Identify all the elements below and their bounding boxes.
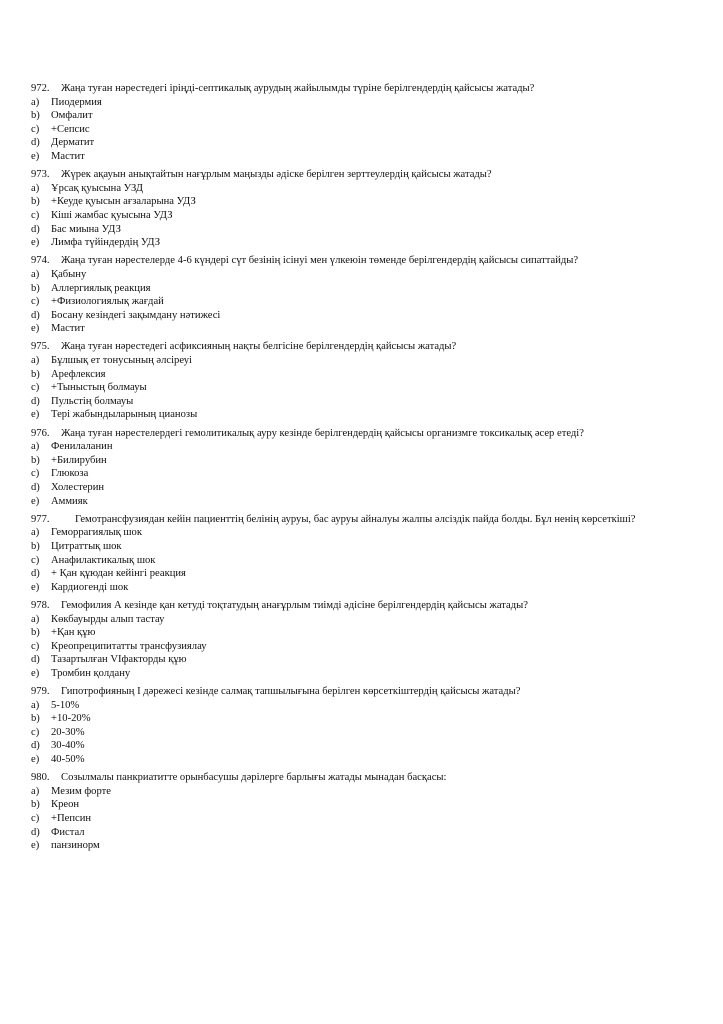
question-stem [31,599,643,613]
question-stem [31,771,643,785]
option-letter: b) [31,627,40,639]
option-letter: e) [31,840,40,852]
option-letter: e) [31,581,40,593]
option-letter: c) [31,382,40,394]
question-stem [31,82,643,96]
option-text: панзинорм [51,840,100,852]
option-letter: a) [31,785,40,797]
question-block [31,340,643,422]
option-letter: a) [31,699,40,711]
question-stem [31,254,643,268]
question-text: Жүрек ақауын анықтайтын нағұрлым маңызды әдіске берілген зерттеулердің қайсысы жатады? [61,169,492,181]
answer-option [31,826,643,840]
option-letter: d) [31,740,40,752]
question-number: 979. [31,686,50,698]
option-letter: d) [31,395,40,407]
option-letter: d) [31,223,40,235]
question-block [31,685,643,767]
answer-option [31,540,643,554]
question-number: 974. [31,255,50,267]
answer-option [31,408,643,422]
option-letter: e) [31,667,40,679]
question-stem [31,427,643,441]
option-text: Арефлексия [51,368,106,380]
question-text: Созылмалы панкриатитте орынбасушы дәрілерге барлығы жатады мынадан басқасы: [61,772,447,784]
answer-option [31,481,643,495]
option-letter: d) [31,654,40,666]
option-letter: a) [31,613,40,625]
question-block [31,82,643,164]
option-text: +Физиологиялық жағдай [51,296,164,308]
answer-option [31,753,643,767]
answer-option [31,295,643,309]
option-letter: d) [31,568,40,580]
option-text: Тері жабындыларының цианозы [51,409,198,421]
question-text: Гемотрансфузиядан кейін пациенттің белінің ауруы, бас ауруы айналуы жалпы әлсіздік пайда болды. Бұл ненің көрсеткіші? [75,513,636,525]
answer-option [31,354,643,368]
option-letter: b) [31,196,40,208]
answer-option [31,798,643,812]
option-text: Қабыну [51,268,87,280]
answer-option [31,182,643,196]
option-text: Геморрагиялық шок [51,527,143,539]
question-block [31,254,643,336]
option-text: Фистал [51,826,85,838]
option-letter: a) [31,96,40,108]
option-letter: a) [31,355,40,367]
answer-option [31,322,643,336]
answer-option [31,739,643,753]
option-text: Цитраттық шок [51,540,122,552]
question-number: 978. [31,599,50,611]
option-letter: c) [31,209,40,221]
option-text: Ұрсақ қуысына УЗД [51,182,143,194]
answer-option [31,96,643,110]
answer-option [31,785,643,799]
option-letter: c) [31,296,40,308]
option-letter: c) [31,554,40,566]
answer-option [31,136,643,150]
question-number: 973. [31,169,50,181]
question-block [31,513,643,595]
option-text: Креопреципитатты трансфузиялау [51,640,207,652]
option-letter: e) [31,754,40,766]
option-letter: a) [31,527,40,539]
option-text: +Билирубин [51,454,107,466]
option-letter: b) [31,110,40,122]
option-text: Тазартылған VIфакторды құю [51,654,187,666]
option-letter: c) [31,813,40,825]
answer-option [31,812,643,826]
option-text: Аллергиялық реакция [51,282,151,294]
option-letter: c) [31,640,40,652]
answer-option [31,613,643,627]
question-block [31,599,643,681]
option-letter: e) [31,323,40,335]
option-text: 20-30% [51,726,85,738]
option-text: Пульстің болмауы [51,395,134,407]
option-text: Бас миына УДЗ [51,223,121,235]
option-text: + Қан құюдан кейінгі реакция [51,568,186,580]
answer-option [31,209,643,223]
option-letter: a) [31,182,40,194]
answer-option [31,223,643,237]
option-text: 30-40% [51,740,85,752]
option-letter: c) [31,726,40,738]
option-letter: c) [31,468,40,480]
answer-option [31,667,643,681]
option-text: +Қан құю [51,627,96,639]
option-text: Глюкоза [51,468,89,480]
answer-option [31,268,643,282]
option-text: Босану кезіндегі зақымдану нәтижесі [51,309,221,321]
question-block [31,771,643,853]
question-text: Гемофилия А кезінде қан кетуді тоқтатудың анағұрлым тиімді әдісіне берілгендердің қайсысы жатады? [61,599,528,611]
answer-option [31,839,643,853]
answer-option [31,467,643,481]
option-letter: e) [31,409,40,421]
option-letter: b) [31,540,40,552]
option-text: Креон [51,799,80,811]
option-text: 5-10% [51,699,80,711]
question-number: 980. [31,772,50,784]
option-letter: b) [31,282,40,294]
answer-option [31,712,643,726]
option-text: Холестерин [51,482,105,493]
answer-option [31,626,643,640]
answer-option [31,368,643,382]
option-letter: b) [31,368,40,380]
answer-option [31,495,643,509]
option-text: Кіші жамбас қуысына УДЗ [51,209,173,221]
answer-option [31,567,643,581]
answer-option [31,581,643,595]
option-letter: a) [31,441,40,453]
question-text: Жаңа туған нәрестедегі асфиксияның нақты белгісіне берілгендердің қайсысы жатады? [61,341,457,353]
answer-option [31,526,643,540]
question-stem [31,513,643,527]
option-letter: e) [31,495,40,507]
question-text: Жаңа туған нәрестелердегі гемолитикалық ауру кезінде берілгендердің қайсысы организмге токсикалық әсер етеді? [61,427,584,439]
option-letter: d) [31,137,40,149]
option-letter: c) [31,123,40,135]
option-text: +10-20% [51,713,91,725]
answer-option [31,150,643,164]
option-text: Тромбин қолдану [51,667,131,679]
question-number: 977. [31,513,50,525]
question-text: Жаңа туған нәрестелерде 4-6 күндері сүт безінің ісінуі мен үлкеюін төменде берілгендердің қайсысы сипаттайды? [61,255,579,267]
answer-option [31,123,643,137]
question-number: 976. [31,427,50,439]
answer-option [31,381,643,395]
question-text: Жаңа туған нәрестедегі іріңді-септикалық аурудың жайылымды түріне берілгендердің қайсысы жатады? [61,83,535,94]
option-letter: e) [31,150,40,162]
answer-option [31,554,643,568]
option-text: +Сепсис [51,123,90,135]
answer-option [31,236,643,250]
option-letter: d) [31,309,40,321]
option-text: +Тыныстың болмауы [51,382,147,394]
option-text: +Пепсин [51,813,92,825]
answer-option [31,440,643,454]
option-text: Омфалит [51,110,93,122]
answer-option [31,395,643,409]
answer-option [31,726,643,740]
option-text: Лимфа түйіндердің УДЗ [51,237,161,249]
option-text: Пиодермия [51,96,102,108]
option-text: Дерматит [51,137,95,149]
option-letter: a) [31,268,40,280]
question-number: 972. [31,83,50,94]
answer-option [31,195,643,209]
answer-option [31,653,643,667]
answer-option [31,640,643,654]
question-stem [31,340,643,354]
question-list [31,82,643,857]
option-text: +Кеуде қуысын ағзаларына УДЗ [51,196,196,208]
answer-option [31,699,643,713]
answer-option [31,454,643,468]
question-number: 975. [31,341,50,353]
option-text: Бұлшық ет тонусының әлсіреуі [51,355,193,367]
answer-option [31,309,643,323]
question-block [31,427,643,509]
option-text: Анафилактикалық шок [51,554,156,566]
question-stem [31,685,643,699]
option-letter: d) [31,826,40,838]
option-letter: b) [31,454,40,466]
option-letter: d) [31,482,40,493]
option-text: Мастит [51,150,85,162]
answer-option [31,282,643,296]
option-text: Көкбауырды алып тастау [51,613,165,625]
question-stem [31,168,643,182]
option-letter: b) [31,713,40,725]
question-text: Гипотрофияның I дәрежесі кезінде салмақ тапшылығына берілген көрсеткіштердің қайсысы жатады? [61,686,521,698]
option-letter: b) [31,799,40,811]
option-text: Аммияк [51,495,88,507]
option-text: Мастит [51,323,85,335]
answer-option [31,109,643,123]
option-text: 40-50% [51,754,85,766]
question-block [31,168,643,250]
option-text: Кардиогенді шок [51,581,129,593]
option-text: Мезим форте [51,785,111,797]
option-text: Фенилаланин [51,441,113,453]
option-letter: e) [31,237,40,249]
